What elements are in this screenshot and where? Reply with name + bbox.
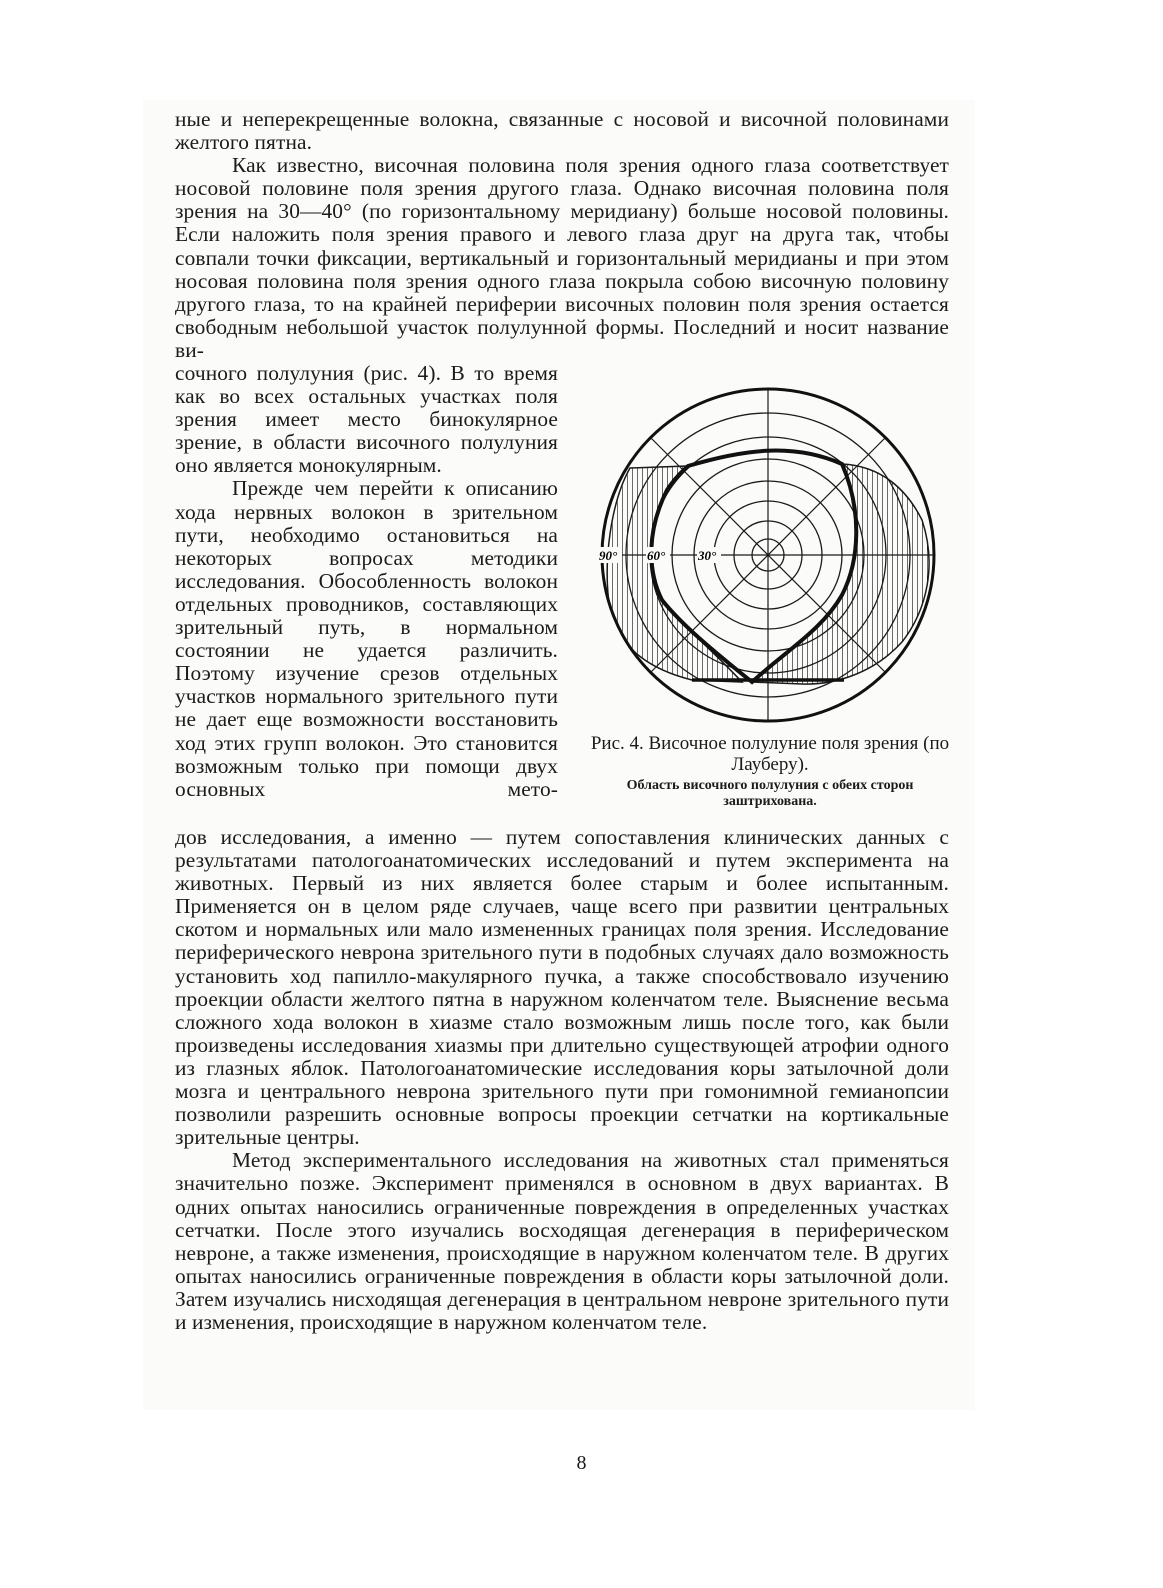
label-90-degrees: 90°	[599, 548, 618, 563]
visual-field-diagram	[592, 380, 944, 730]
figure-4	[580, 368, 960, 808]
label-30-degrees: 30°	[698, 548, 717, 563]
paragraph: Как известно, височная половина поля зрения одного глаза соответствует носовой половине поля зрения другого глаза. Однако височная половина поля зрения на 30—40° (по горизонтальному меридиану) больше носовой половины. Если наложить поля зрения правого и левого глаза друг на друга так, чтобы совпали точки фиксации, вертикальный и горизонтальный меридианы и при этом носовая половина поля зрения одного глаза покрыла собою височную половину другого глаза, то на крайней периферии височных половин поля зрения остается свободным небольшой участок полулунной формы. Последний и носит название ви-	[175, 153, 949, 362]
text-block-bottom	[175, 826, 949, 1334]
paragraph: сочного полулуния (рис. 4). В то время как во всех остальных участках поля зрения имеет место бинокулярное зрение, в области височного полулуния оно является монокулярным.	[175, 361, 558, 478]
paragraph: Метод экспериментального исследования на животных стал применяться значительно позже. Эксперимент применялся в основном в двух вариантах. В одних опытах наносились ограниченные повреждения в определенных участках сетчатки. После этого изучались восходящая дегенерация в периферическом невроне, а также изменения, происходящие в наружном коленчатом теле. В других опытах наносились ограниченные повреждения в области коры затылочной доли. Затем изучались нисходящая дегенерация в центральном невроне зрительного пути и изменения, происходящие в наружном коленчатом теле.	[175, 1148, 949, 1334]
text-block-top	[175, 108, 949, 362]
figure-caption: Рис. 4. Височное полулуние поля зрения (по Лауберу).	[590, 733, 950, 775]
figure-caption-note: Область височного полулуния с обеих сторон заштрихована.	[626, 778, 914, 809]
text-block-beside-figure	[175, 362, 558, 801]
paragraph: ные и неперекрещенные волокна, связанные с носовой и височной половинами желтого пятна.	[175, 107, 949, 155]
label-60-degrees: 60°	[647, 548, 666, 563]
paragraph: Прежде чем перейти к описанию хода нервных волокон в зрительном пути, необходимо остановиться на некоторых вопросах методики исследования. Обособленность волокон отдельных проводников, составляющих зрительный путь, в нормальном состоянии не удается различить. Поэтому изучение срезов отдельных участков нормального зрительного пути не дает еще возможности восстановить ход этих групп волокон. Это становится возможным только при помощи двух основных мето-	[175, 476, 558, 801]
paragraph: дов исследования, а именно — путем сопоставления клинических данных с результатами патологоанатомических исследований и путем эксперимента на животных. Первый из них является более старым и более испытанным. Применяется он в целом ряде случаев, чаще всего при развитии центральных скотом и нормальных или мало измененных границах поля зрения. Исследование периферического неврона зрительного пути в подобных случаях дало возможность установить ход папилло-макулярного пучка, а также способствовало изучению проекции области желтого пятна в наружном коленчатом теле. Выяснение весьма сложного хода волокон в хиазме стало возможным лишь после того, как были произведены исследования хиазмы при длительно существующей атрофии одного из глазных яблок. Патологоанатомические исследования коры затылочной доли мозга и центрального неврона зрительного пути при гомонимной гемианопсии позволили разрешить основные вопросы проекции сетчатки на кортикальные зрительные центры.	[175, 825, 949, 1150]
page-number: 8	[576, 1452, 587, 1474]
